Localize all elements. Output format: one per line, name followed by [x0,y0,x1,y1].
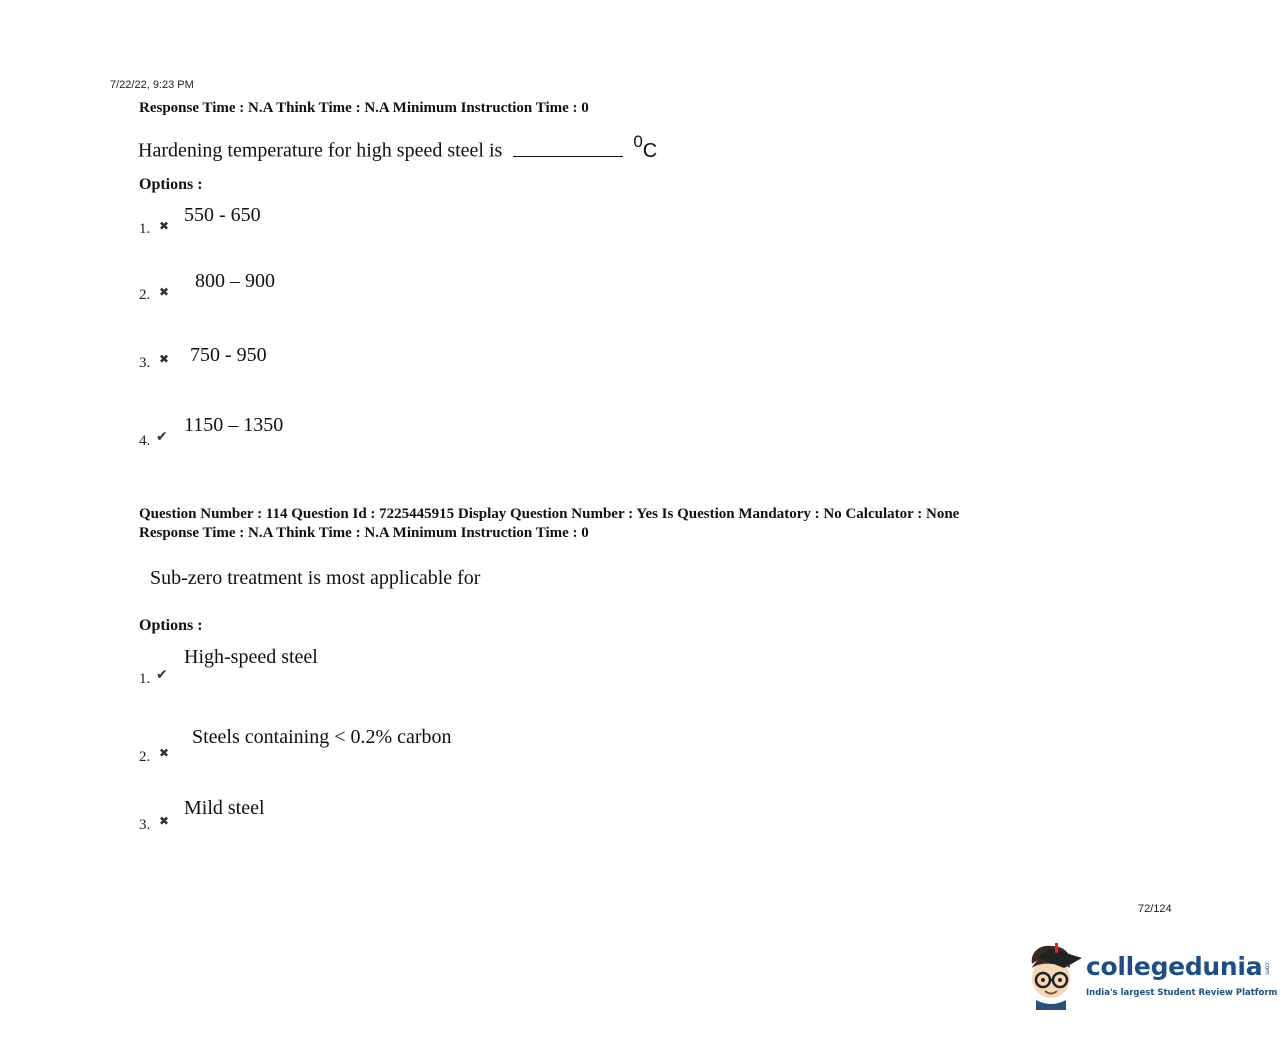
response-time-line: Response Time : N.A Think Time : N.A Minimum Instruction Time : 0 [139,525,589,541]
unit-degree: 0 [633,132,643,151]
option-number: 2. [139,749,151,765]
unit-letter: C [642,139,658,162]
check-mark-icon: ✔ [156,429,168,445]
answer-blank [513,140,623,157]
option-number: 1. [139,671,151,687]
question-text-body: Hardening temperature for high speed steel is [138,139,503,162]
logo-wordmark: collegedunia [1086,952,1263,981]
option-number: 3. [139,355,151,371]
option-text: Steels containing < 0.2% carbon [192,726,452,748]
question-meta-line: Question Number : 114 Question Id : 7225445915 Display Question Number : Yes Is Question Mandatory : No Calculator : None [139,506,960,522]
cross-mark-icon: ✖ [159,746,170,760]
cross-mark-icon: ✖ [159,352,170,366]
response-time-line: Response Time : N.A Think Time : N.A Minimum Instruction Time : 0 [139,100,589,116]
option-text: 800 – 900 [195,270,275,292]
check-mark-icon: ✔ [156,667,168,683]
logo-suffix: .com [1263,961,1271,975]
question-text [138,134,657,163]
logo-tagline: India's largest Student Review Platform [1086,988,1278,998]
cross-mark-icon: ✖ [159,814,170,828]
mascot-graduation-cap-icon [1024,938,1086,1010]
print-timestamp: 7/22/22, 9:23 PM [110,79,194,91]
page-number: 72/124 [1138,903,1172,915]
question-text: Sub-zero treatment is most applicable for [150,567,481,589]
option-text: Mild steel [184,797,265,819]
option-number: 4. [139,433,151,449]
temperature-unit [633,132,658,162]
collegedunia-logo [1024,938,1278,1010]
cross-mark-icon: ✖ [159,219,170,233]
option-text: 550 - 650 [184,204,261,226]
option-number: 3. [139,817,151,833]
option-number: 1. [139,221,151,237]
options-label: Options : [139,176,203,193]
options-label: Options : [139,617,203,634]
cross-mark-icon: ✖ [159,285,170,299]
option-number: 2. [139,287,151,303]
option-text: 1150 – 1350 [184,414,284,436]
option-text: 750 - 950 [190,344,267,366]
option-text: High-speed steel [184,646,318,668]
